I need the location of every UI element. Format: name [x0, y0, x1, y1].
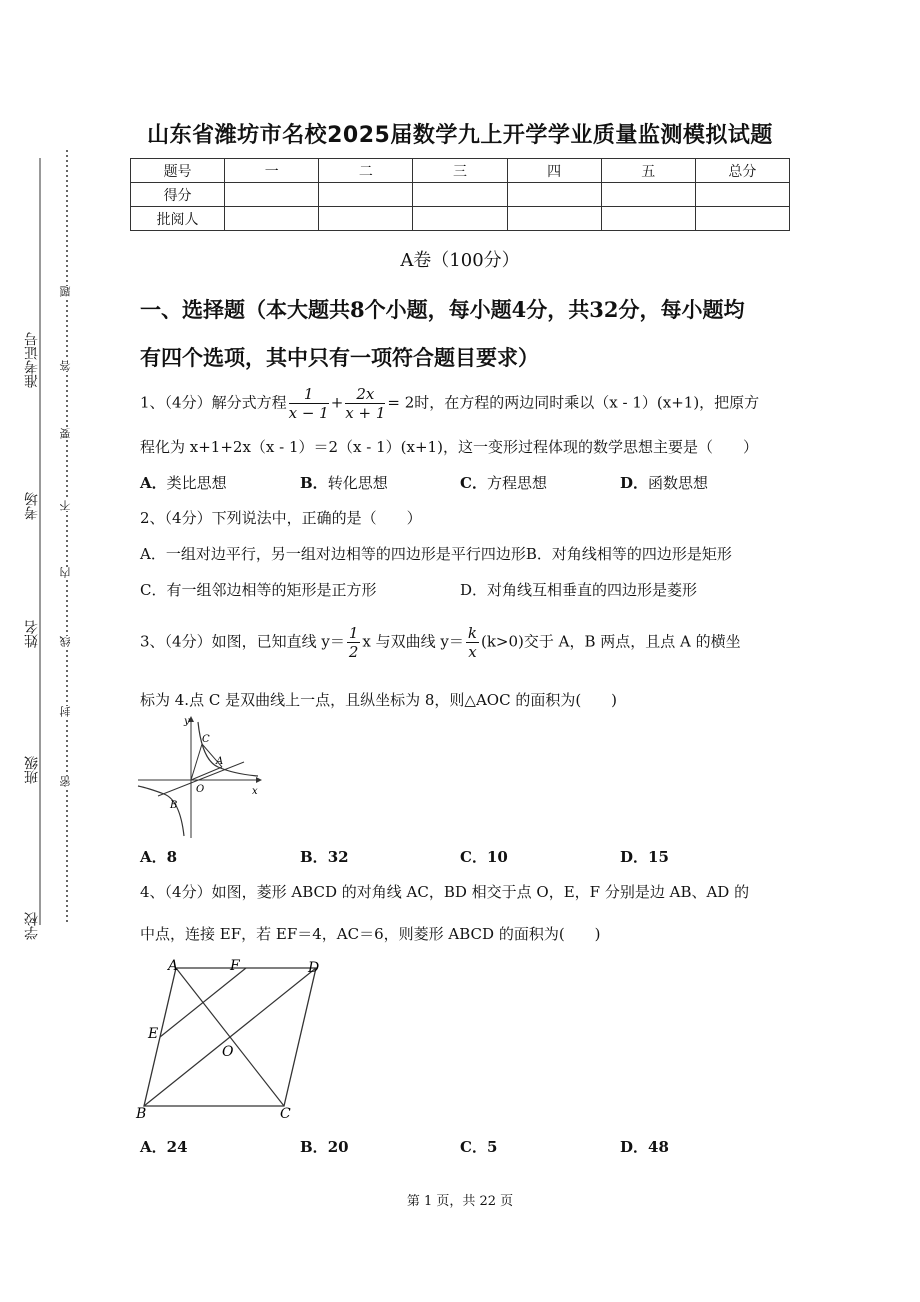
q3-line2: 标为 4.点 C 是双曲线上一点，且纵坐标为 8，则△AOC 的面积为( )	[140, 691, 618, 709]
seal-char: 不	[59, 500, 72, 511]
seal-char: 密	[59, 776, 72, 787]
binding-lines	[0, 0, 90, 1302]
score-cell	[319, 183, 413, 207]
score-cell	[225, 207, 319, 231]
score-table-header	[131, 159, 790, 183]
fraction: $\frac{2x}{x + 1}$	[345, 385, 386, 422]
question-2: 2、（4分）下列说法中，正确的是（ ）	[140, 509, 422, 527]
question-3: 3、（4分）如图，已知直线 y＝ $\frac{1}{2}$ x 与双曲线 y＝ $\frac{k}{x}$ (k>0)交于 A，B 两点，且点 A 的横坐	[140, 624, 741, 661]
segment-oa	[191, 767, 222, 780]
fraction: $\frac{1}{x - 1}$	[288, 385, 329, 422]
header-cell: 总分	[695, 159, 789, 183]
row-label: 得分	[131, 183, 225, 207]
q4-option-c[interactable]: C．5	[460, 1138, 498, 1156]
hyperbola-branch-q3	[138, 786, 184, 836]
score-cell	[695, 183, 789, 207]
score-cell	[319, 207, 413, 231]
label-y: y	[184, 716, 190, 727]
section-label: A卷（100分）	[400, 250, 520, 271]
score-cell	[507, 183, 601, 207]
q2-option-d[interactable]: D．对角线互相垂直的四边形是菱形	[460, 581, 698, 599]
q4-option-b[interactable]: B．20	[300, 1138, 349, 1156]
score-cell	[601, 183, 695, 207]
q2-option-c[interactable]: C．有一组邻边相等的矩形是正方形	[140, 581, 377, 599]
q4-option-a[interactable]: A．24	[140, 1138, 188, 1156]
seal-char: 要	[59, 428, 72, 439]
header-cell: 一	[225, 159, 319, 183]
label-a: A	[168, 958, 179, 974]
row-label: 批阅人	[131, 207, 225, 231]
q1-option-a[interactable]: A．类比思想	[140, 474, 227, 492]
header-cell: 四	[507, 159, 601, 183]
q3-option-d[interactable]: D．15	[620, 848, 669, 866]
q3-option-a[interactable]: A．8	[140, 848, 178, 866]
question-1: 1、（4分）解分式方程 $\frac{1}{x - 1}$ + $\frac{2x}{x + 1}$ = 2时，在方程的两边同时乘以（x - 1）(x+1)，把原方	[140, 385, 760, 422]
label-d: D	[308, 960, 320, 976]
field-name: 姓名	[24, 620, 40, 648]
score-cell	[225, 183, 319, 207]
q1-option-b[interactable]: B．转化思想	[300, 474, 388, 492]
field-exam-number: 准考证号	[24, 332, 40, 388]
q1-rest: 时，在方程的两边同时乘以（x - 1）(x+1)，把原方	[414, 393, 760, 412]
q1-option-c[interactable]: C．方程思想	[460, 474, 547, 492]
fraction: $\frac{k}{x}$	[467, 624, 477, 661]
page-title: 山东省潍坊市名校2025届数学九上开学学业质量监测模拟试题	[147, 123, 773, 148]
seal-char: 线	[59, 636, 72, 647]
q4-line2: 中点，连接 EF，若 EF＝4，AC＝6，则菱形 ABCD 的面积为( )	[140, 925, 601, 943]
part-heading-line2: 有四个选项，其中只有一项符合题目要求）	[140, 345, 539, 370]
label-c: C	[202, 734, 210, 745]
score-table-row	[131, 207, 790, 231]
part-heading-line1: 一、选择题（本大题共8个小题，每小题4分，共32分，每小题均	[140, 297, 745, 322]
label-x: x	[252, 786, 258, 797]
q1-option-d[interactable]: D．函数思想	[620, 474, 709, 492]
score-cell	[601, 207, 695, 231]
question-4: 4、（4分）如图，菱形 ABCD 的对角线 AC，BD 相交于点 O，E，F 分别是边 AB、AD 的	[140, 883, 750, 901]
label-c: C	[280, 1106, 291, 1122]
field-school: 学校	[24, 912, 40, 940]
score-cell	[413, 183, 507, 207]
q1-lead: 1、（4分）解分式方程	[140, 393, 287, 412]
q1-line2: 程化为 x+1+2x（x - 1）＝2（x - 1）(x+1)，这一变形过程体现的数学思想主要是（ ）	[140, 438, 758, 456]
score-cell	[413, 207, 507, 231]
label-b: B	[136, 1106, 147, 1122]
label-e: E	[148, 1026, 159, 1042]
fraction: $\frac{1}{2}$	[348, 624, 359, 661]
seal-char: 题	[59, 286, 72, 297]
segment-ef	[160, 968, 246, 1037]
label-a: A	[216, 756, 224, 767]
q2-options-row1	[140, 544, 790, 564]
rhombus-figure	[134, 956, 334, 1126]
score-table-row	[131, 183, 790, 207]
q2-option-a[interactable]: A．一组对边平行，另一组对边相等的四边形是平行四边形	[140, 545, 526, 563]
seal-char: 封	[59, 706, 72, 717]
label-b: B	[170, 800, 178, 811]
score-cell	[507, 207, 601, 231]
seal-char: 内	[59, 567, 72, 578]
label-f: F	[230, 958, 240, 974]
page-footer: 第 1 页，共 22 页	[406, 1194, 514, 1209]
field-class: 班级	[24, 756, 40, 784]
diagonal-bd	[144, 968, 316, 1106]
q3-option-c[interactable]: C．10	[460, 848, 508, 866]
seal-char: 答	[59, 360, 72, 371]
header-cell: 五	[601, 159, 695, 183]
q2-option-b[interactable]: B．对角线相等的四边形是矩形	[525, 545, 732, 563]
header-cell: 二	[319, 159, 413, 183]
hyperbola-figure	[136, 712, 266, 842]
score-cell	[695, 207, 789, 231]
header-cell: 题号	[131, 159, 225, 183]
field-exam-room: 考场	[24, 492, 40, 520]
label-o: O	[196, 784, 205, 795]
segment-oc	[191, 744, 202, 780]
label-o: O	[222, 1044, 234, 1060]
q3-option-b[interactable]: B．32	[300, 848, 349, 866]
score-table	[130, 158, 790, 231]
q4-option-d[interactable]: D．48	[620, 1138, 669, 1156]
header-cell: 三	[413, 159, 507, 183]
